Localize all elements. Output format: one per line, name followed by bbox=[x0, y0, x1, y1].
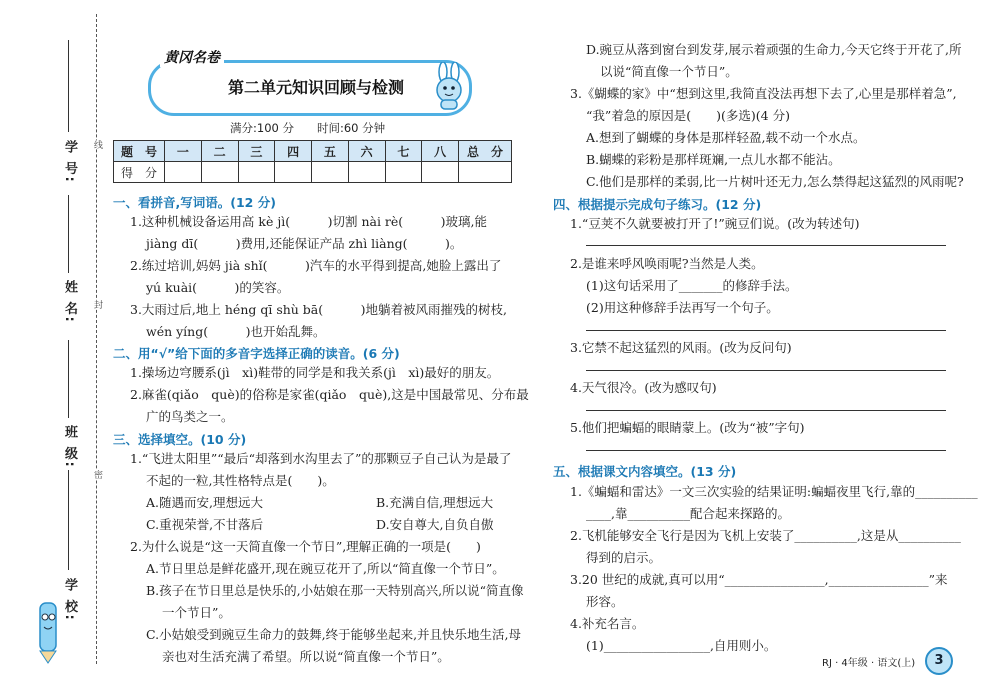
score-cell[interactable] bbox=[275, 162, 312, 183]
choice-option: 以说“简直像一个节日”。 bbox=[600, 64, 738, 79]
score-row-label: 得 分 bbox=[114, 162, 165, 183]
choice-option: 亲也对生活充满了希望。所以说“简直像一个节日”。 bbox=[162, 649, 450, 664]
choice-option: A.想到了蝴蝶的身体是那样轻盈,载不动一个水点。 bbox=[586, 130, 866, 145]
id-label: 学 号: bbox=[62, 140, 77, 184]
section-heading: 四、根据提示完成句子练习。(12 分) bbox=[553, 197, 762, 212]
brand-logo bbox=[160, 47, 224, 67]
question-line: wén yíng( )也开始乱舞。 bbox=[146, 324, 326, 339]
answer-line[interactable] bbox=[586, 245, 946, 246]
score-cell[interactable] bbox=[238, 162, 275, 183]
section-heading: 五、根据课文内容填空。(13 分) bbox=[553, 464, 737, 479]
page-title: 第二单元知识回顾与检测 bbox=[228, 78, 405, 97]
score-cell[interactable] bbox=[348, 162, 385, 183]
question-line: 2.飞机能够安全飞行是因为飞机上安装了__________,这是从__________ bbox=[570, 528, 961, 543]
question-line: 广的鸟类之一。 bbox=[146, 409, 234, 424]
choice-option: D.安自尊大,自负自傲 bbox=[376, 517, 494, 532]
choice-option: C.小姑娘受到豌豆生命力的鼓舞,终于能够坐起来,并且快乐地生活,母 bbox=[146, 627, 522, 642]
choice-option: A.节日里总是鲜花盛开,现在豌豆花开了,所以“简直像一个节日”。 bbox=[146, 561, 505, 576]
question-line: 2.为什么说是“这一天简直像一个节日”,理解正确的一项是( ) bbox=[130, 539, 481, 554]
choice-option: B.孩子在节日里总是快乐的,小姑娘在那一天特别高兴,所以说“简直像 bbox=[146, 583, 524, 598]
question-line: 1.这种机械设备运用高 kè jì( )切割 nài rè( )玻璃,能 bbox=[130, 214, 488, 229]
page-number-badge bbox=[925, 647, 953, 675]
question-line: 4.天气很冷。(改为感叹句) bbox=[570, 380, 717, 395]
score-table-header: 总 分 bbox=[459, 141, 512, 162]
section-heading: 一、看拼音,写词语。(12 分) bbox=[113, 195, 276, 210]
seal-mark-feng: 封 bbox=[92, 300, 102, 309]
seal-mark-xian: 线 bbox=[92, 140, 102, 149]
page-number: 3 bbox=[934, 653, 944, 668]
name-label: 姓 名: bbox=[62, 280, 77, 324]
footer-text: RJ · 4年级 · 语文(上) bbox=[822, 658, 916, 669]
school-label: 学 校: bbox=[62, 578, 77, 622]
question-line: 5.他们把蝙蝠的眼睛蒙上。(改为“被”字句) bbox=[570, 420, 805, 435]
binding-dashed-line bbox=[96, 14, 97, 664]
answer-line[interactable] bbox=[586, 450, 946, 451]
choice-option: C.重视荣誉,不甘落后 bbox=[146, 517, 264, 532]
score-cell[interactable] bbox=[422, 162, 459, 183]
answer-line[interactable] bbox=[586, 370, 946, 371]
question-line: 3.20 世纪的成就,真可以用“________________,________________”来 bbox=[570, 572, 948, 587]
score-table bbox=[113, 140, 512, 183]
score-cell[interactable] bbox=[459, 162, 512, 183]
score-table-header: 四 bbox=[275, 141, 312, 162]
name-line bbox=[68, 195, 69, 273]
question-line: 1.“飞进太阳里”“最后“却落到水沟里去了”的那颗豆子自己认为是最了 bbox=[130, 451, 512, 466]
choice-option: D.豌豆从落到窗台到发芽,展示着顽强的生命力,今天它终于开花了,所 bbox=[586, 42, 962, 57]
score-cell[interactable] bbox=[385, 162, 422, 183]
score-table-header: 二 bbox=[201, 141, 238, 162]
question-line: 得到的启示。 bbox=[586, 550, 662, 565]
question-line: (1)_________________,自用则小。 bbox=[586, 638, 777, 653]
score-table-header: 一 bbox=[165, 141, 202, 162]
question-line: 2.练过培训,妈妈 jià shǐ( )汽车的水平得到提高,她脸上露出了 bbox=[130, 258, 502, 273]
choice-option: 一个节日”。 bbox=[162, 605, 231, 620]
question-line: 3.它禁不起这猛烈的风雨。(改为反问句) bbox=[570, 340, 792, 355]
question-line: jiàng dī( )费用,还能保证产品 zhì liàng( )。 bbox=[146, 236, 463, 251]
bunny-mascot-icon bbox=[425, 62, 473, 112]
section-heading: 三、选择填空。(10 分) bbox=[113, 432, 247, 447]
brand-text: 黄冈名卷 bbox=[164, 50, 220, 66]
id-line bbox=[68, 40, 69, 132]
question-line: 不起的一粒,其性格特点是( )。 bbox=[146, 473, 335, 488]
choice-option: C.他们是那样的柔弱,比一片树叶还无力,怎么禁得起这猛烈的风雨呢? bbox=[586, 174, 964, 189]
question-line: ____,靠__________配合起来探路的。 bbox=[586, 506, 790, 521]
score-cell[interactable] bbox=[312, 162, 349, 183]
score-cell[interactable] bbox=[201, 162, 238, 183]
question-line: 形容。 bbox=[586, 594, 624, 609]
question-line: 2.麻雀(qiǎo què)的俗称是家雀(qiǎo què),这是中国最常见、分布最 bbox=[130, 387, 529, 402]
choice-option: B.蝴蝶的彩粉是那样斑斓,一点儿水都不能沾。 bbox=[586, 152, 841, 167]
question-line: 4.补充名言。 bbox=[570, 616, 645, 631]
choice-option: B.充满自信,理想远大 bbox=[376, 495, 494, 510]
score-table-header: 题 号 bbox=[114, 141, 165, 162]
answer-line[interactable] bbox=[586, 330, 946, 331]
question-line: 1.《蝙蝠和雷达》一文三次实验的结果证明:蝙蝠夜里飞行,靠的__________ bbox=[570, 484, 978, 499]
score-cell[interactable] bbox=[165, 162, 202, 183]
score-table-header: 八 bbox=[422, 141, 459, 162]
question-line: 3.大雨过后,地上 héng qī shù bā( )地躺着被风雨摧残的树枝, bbox=[130, 302, 507, 317]
answer-line[interactable] bbox=[586, 410, 946, 411]
score-table-header: 七 bbox=[385, 141, 422, 162]
pencil-mascot-icon bbox=[33, 595, 63, 665]
question-line: 1.操场边穹腰系(jì xì)鞋带的同学是和我关系(jì xì)最好的朋友。 bbox=[130, 365, 500, 380]
question-line: “我”着急的原因是( )(多选)(4 分) bbox=[586, 108, 790, 123]
section-heading: 二、用“√”给下面的多音字选择正确的读音。(6 分) bbox=[113, 346, 400, 361]
score-table-header: 三 bbox=[238, 141, 275, 162]
score-time-info: 满分:100 分 时间:60 分钟 bbox=[230, 121, 386, 135]
question-line: (1)这句话采用了_______的修辞手法。 bbox=[586, 278, 798, 293]
score-table-header: 六 bbox=[348, 141, 385, 162]
question-line: (2)用这种修辞手法再写一个句子。 bbox=[586, 300, 779, 315]
seal-mark-mi: 密 bbox=[92, 470, 102, 479]
school-line bbox=[68, 470, 69, 570]
choice-option: A.随遇而安,理想远大 bbox=[146, 495, 263, 510]
question-line: yú kuài( )的笑容。 bbox=[146, 280, 290, 295]
question-line: 3.《蝴蝶的家》中“想到这里,我简直没法再想下去了,心里是那样着急”, bbox=[570, 86, 957, 101]
class-label: 班 级: bbox=[62, 425, 77, 469]
question-line: 2.是谁来呼风唤雨呢?当然是人类。 bbox=[570, 256, 764, 271]
question-line: 1.“豆荚不久就要被打开了!”豌豆们说。(改为转述句) bbox=[570, 216, 860, 231]
class-line bbox=[68, 340, 69, 418]
score-table-header: 五 bbox=[312, 141, 349, 162]
